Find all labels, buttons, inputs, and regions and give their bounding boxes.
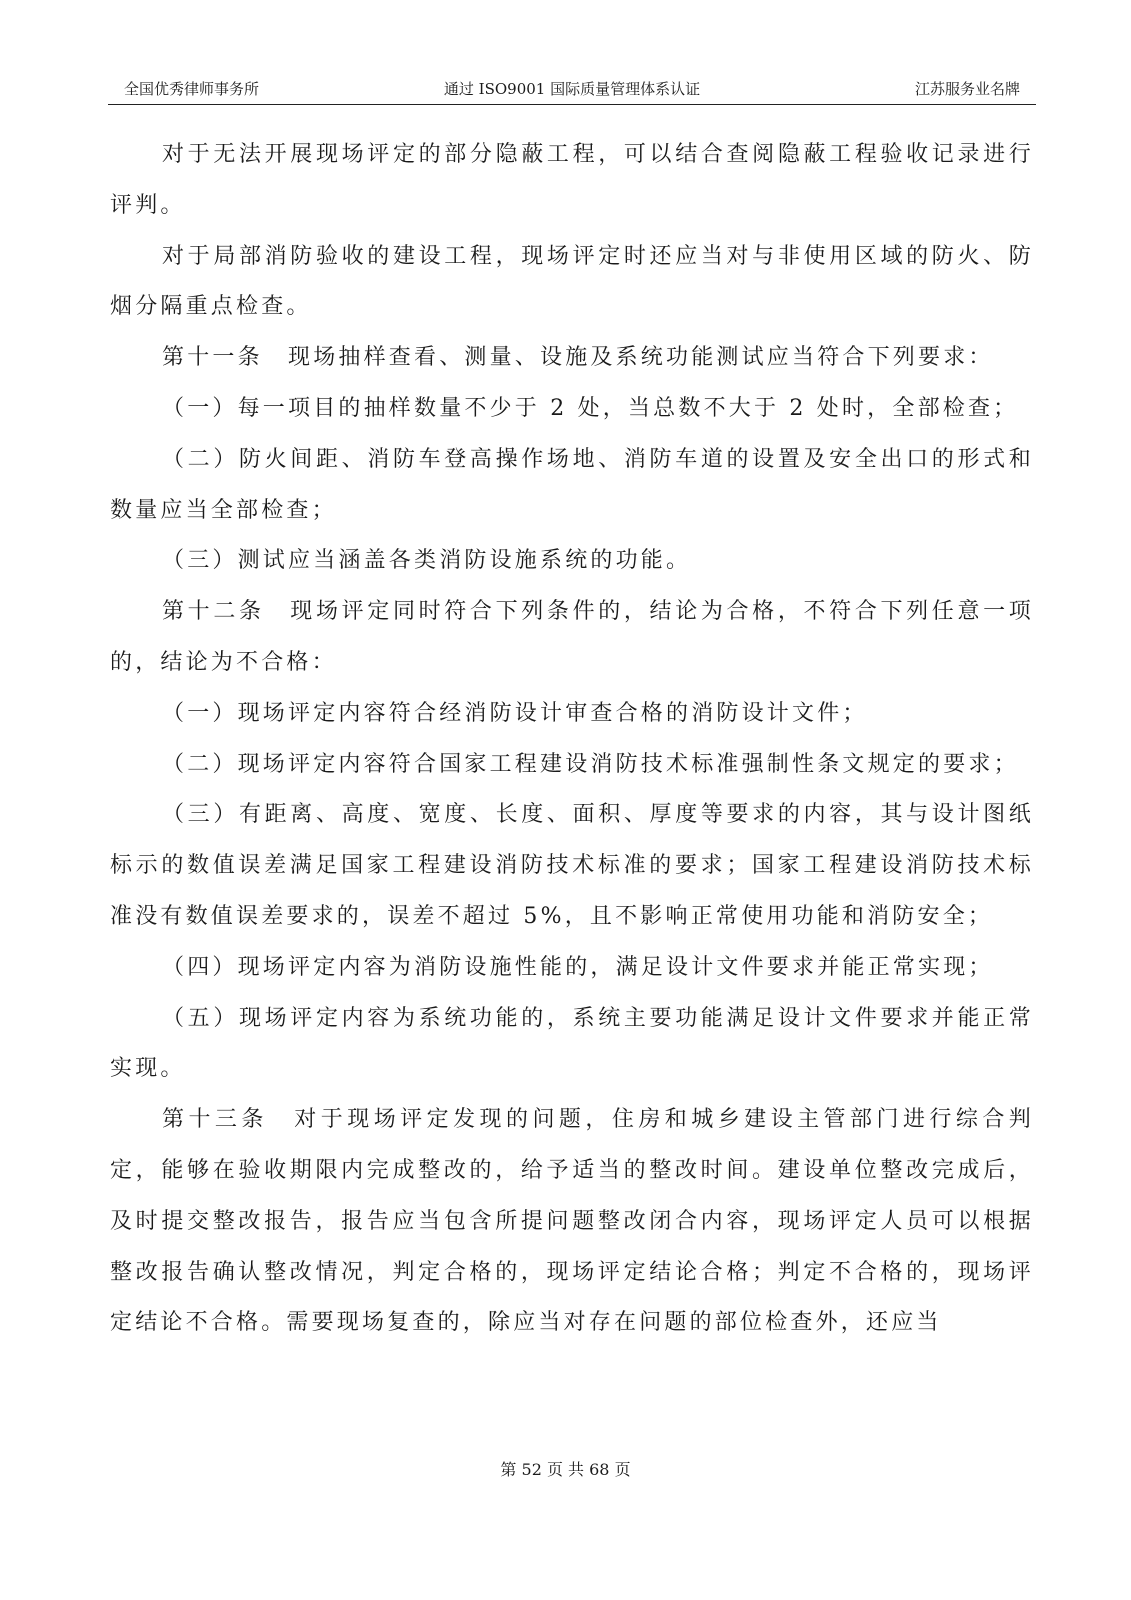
header-center-text: 通过 ISO9001 国际质量管理体系认证 [443,80,701,98]
paragraph: 对于局部消防验收的建设工程，现场评定时还应当对与非使用区域的防火、防烟分隔重点检查。 [110,243,1034,320]
list-item: （三）有距离、高度、宽度、长度、面积、厚度等要求的内容，其与设计图纸标示的数值误差满足国家工程建设消防技术标准的要求；国家工程建设消防技术标准没有数值误差要求的，误差不超过 5%，且不影响正常使用功能和消防安全； [110,802,1034,929]
list-item: （一）每一项目的抽样数量不少于 2 处，当总数不大于 2 处时，全部检查； [162,395,1019,421]
list-item: （五）现场评定内容为系统功能的，系统主要功能满足设计文件要求并能正常实现。 [110,1005,1034,1082]
list-item: （一）现场评定内容符合经消防设计审查合格的消防设计文件； [162,700,868,726]
article-13-paragraph: 第十三条 对于现场评定发现的问题，住房和城乡建设主管部门进行综合判定，能够在验收期限内完成整改的，给予适当的整改时间。建设单位整改完成后，及时提交整改报告，报告应当包含所提问题整改闭合内容，现场评定人员可以根据整改报告确认整改情况，判定合格的，现场评定结论合格；判定不合格的，现场评定结论不合格。需要现场复查的，除应当对存在问题的部位检查外，还应当 [110,1107,1034,1336]
list-item: （三）测试应当涵盖各类消防设施系统的功能。 [162,548,692,574]
header-left-text: 全国优秀律师事务所 [124,80,260,98]
page-number-footer: 第 52 页 共 68 页 [500,1460,631,1479]
header-right-text: 江苏服务业名牌 [914,80,1020,98]
article-12-heading: 第十二条 现场评定同时符合下列条件的，结论为合格，不符合下列任意一项的，结论为不合格： [110,599,1034,675]
paragraph: 对于无法开展现场评定的部分隐蔽工程，可以结合查阅隐蔽工程验收记录进行评判。 [110,142,1034,218]
list-item: （四）现场评定内容为消防设施性能的，满足设计文件要求并能正常实现； [162,954,994,980]
document-body [110,130,1034,1349]
list-item: （二）现场评定内容符合国家工程建设消防技术标准强制性条文规定的要求； [162,751,1019,777]
article-11-heading: 第十一条 现场抽样查看、测量、设施及系统功能测试应当符合下列要求： [162,345,994,371]
page-header [108,76,1036,105]
list-item: （二）防火间距、消防车登高操作场地、消防车道的设置及安全出口的形式和数量应当全部检查； [110,446,1034,523]
